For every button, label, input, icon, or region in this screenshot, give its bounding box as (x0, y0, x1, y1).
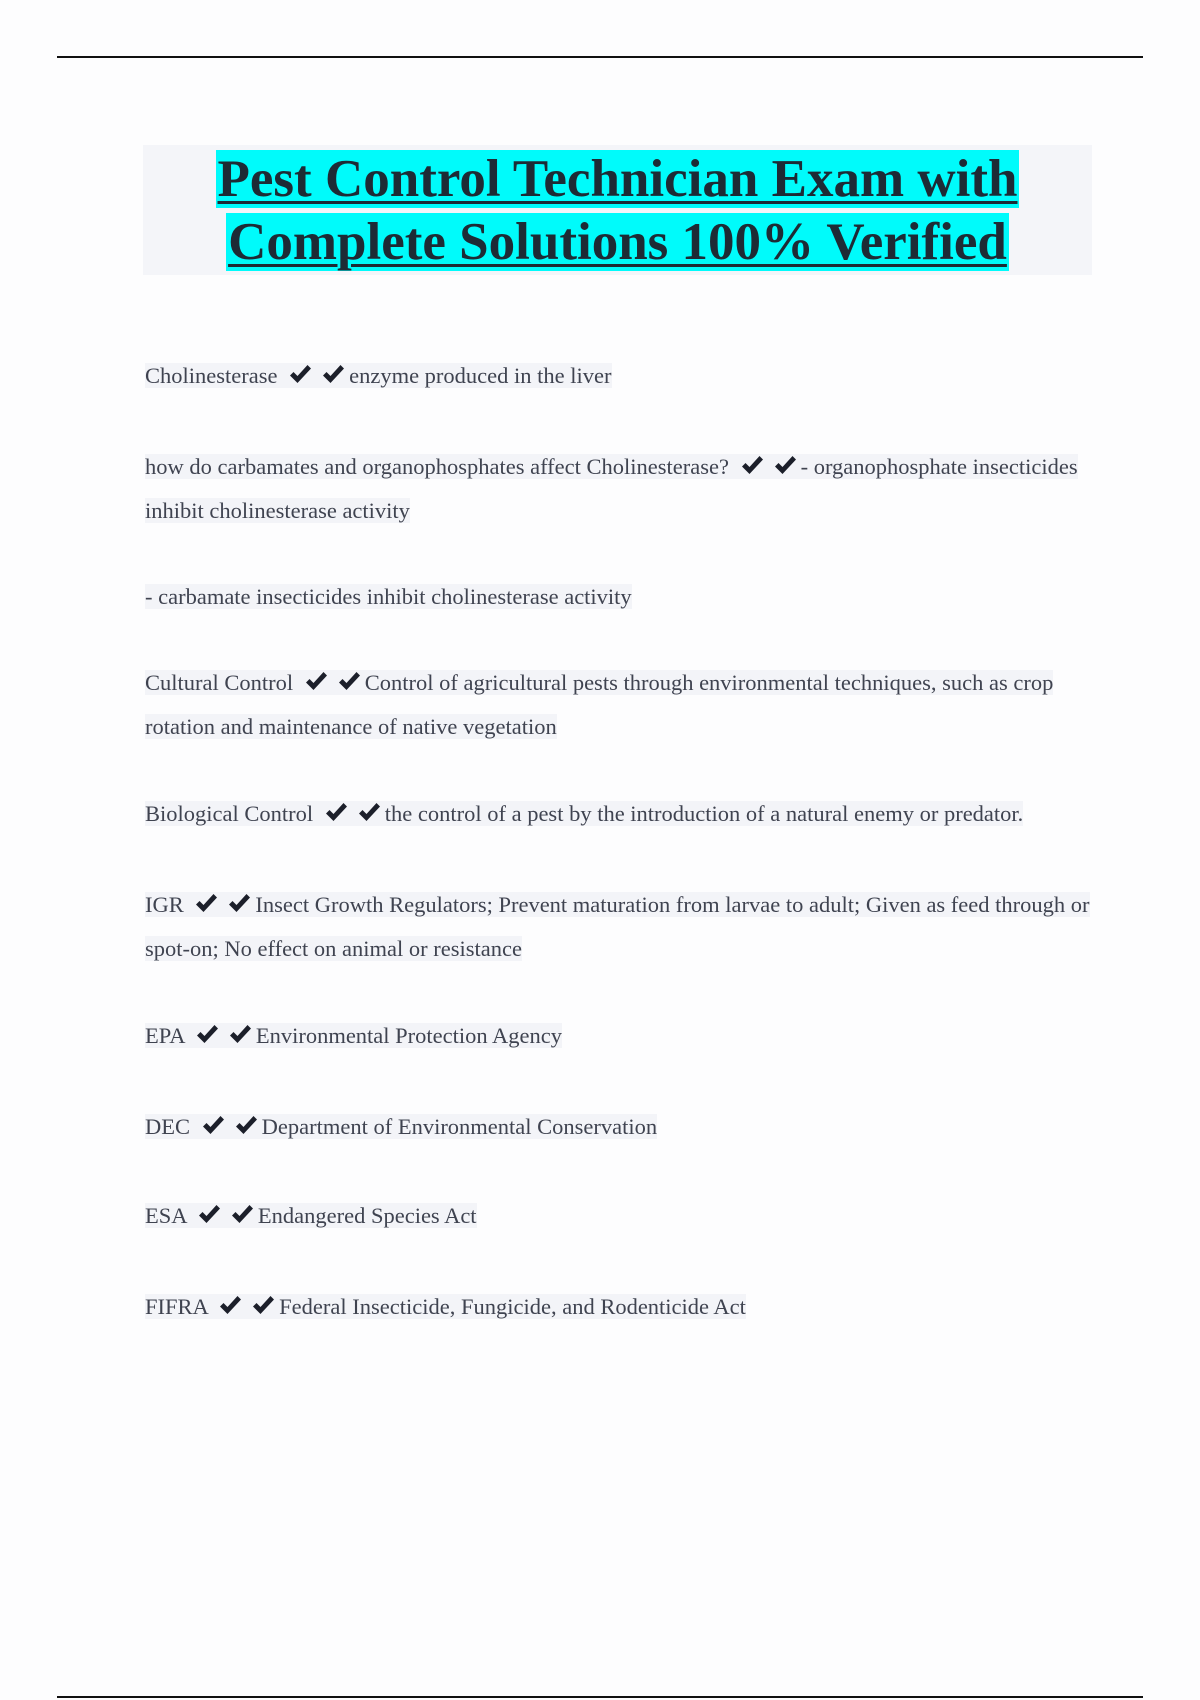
entry-term: IGR (145, 892, 184, 917)
heavy-check-mark-icon (196, 1202, 222, 1226)
heavy-check-mark-icon (772, 453, 798, 477)
entry-term: FIFRA (145, 1294, 208, 1319)
entry-definition: Department of Environmental Conservation (261, 1114, 658, 1139)
heavy-check-mark-icon (739, 453, 765, 477)
entry-definition: Insect Growth Regulators; Prevent maturation from larvae to adult; Given as feed through or spot-on; No effect on animal or resistance (145, 892, 1090, 961)
entry-definition: Environmental Protection Agency (255, 1023, 563, 1048)
entry-definition: Endangered Species Act (257, 1203, 477, 1228)
top-rule (57, 56, 1143, 58)
qa-entry (145, 792, 1145, 836)
entry-term: DEC (145, 1114, 190, 1139)
heavy-check-mark-icon (226, 891, 252, 915)
qa-entry (145, 575, 1095, 619)
entry-term: ESA (145, 1203, 187, 1228)
qa-entry (145, 354, 1095, 398)
entry-definition: Control of agricultural pests through environmental techniques, such as crop rotation and maintenance of native vegetation (145, 670, 1054, 739)
heavy-check-mark-icon (193, 891, 219, 915)
entry-definition: - carbamate insecticides inhibit cholinesterase activity (145, 584, 632, 609)
title-line-2: Complete Solutions 100% Verified (228, 213, 1007, 271)
heavy-check-mark-icon (320, 362, 346, 386)
entry-definition: enzyme produced in the liver (349, 363, 612, 388)
heavy-check-mark-icon (194, 1022, 220, 1046)
qa-entry (145, 1014, 1095, 1058)
heavy-check-mark-icon (227, 1022, 253, 1046)
heavy-check-mark-icon (229, 1202, 255, 1226)
qa-entry (145, 1285, 1095, 1329)
qa-entry (145, 1194, 1095, 1238)
heavy-check-mark-icon (233, 1113, 259, 1137)
entry-definition: - organophosphate insecticides inhibit cholinesterase activity (145, 454, 1078, 523)
entry-term: Biological Control (145, 801, 314, 826)
document-title (143, 148, 1092, 274)
entry-term: EPA (145, 1023, 185, 1048)
qa-entry (145, 1105, 1095, 1149)
heavy-check-mark-icon (250, 1293, 276, 1317)
entry-definition: the control of a pest by the introduction of a natural enemy or predator. (384, 801, 1024, 826)
qa-entry (145, 883, 1095, 971)
qa-entry (145, 661, 1095, 749)
heavy-check-mark-icon (336, 669, 362, 693)
entry-term: Cultural Control (145, 670, 294, 695)
heavy-check-mark-icon (200, 1113, 226, 1137)
title-line-1: Pest Control Technician Exam with (217, 150, 1018, 208)
entry-definition: Federal Insecticide, Fungicide, and Rodenticide Act (279, 1294, 746, 1319)
heavy-check-mark-icon (303, 669, 329, 693)
entry-term: Cholinesterase (145, 363, 278, 388)
heavy-check-mark-icon (217, 1293, 243, 1317)
entry-term: how do carbamates and organophosphates affect Cholinesterase? (145, 454, 729, 479)
heavy-check-mark-icon (323, 800, 349, 824)
heavy-check-mark-icon (356, 800, 382, 824)
heavy-check-mark-icon (287, 362, 313, 386)
bottom-rule (57, 1696, 1143, 1698)
qa-entry (145, 445, 1095, 533)
